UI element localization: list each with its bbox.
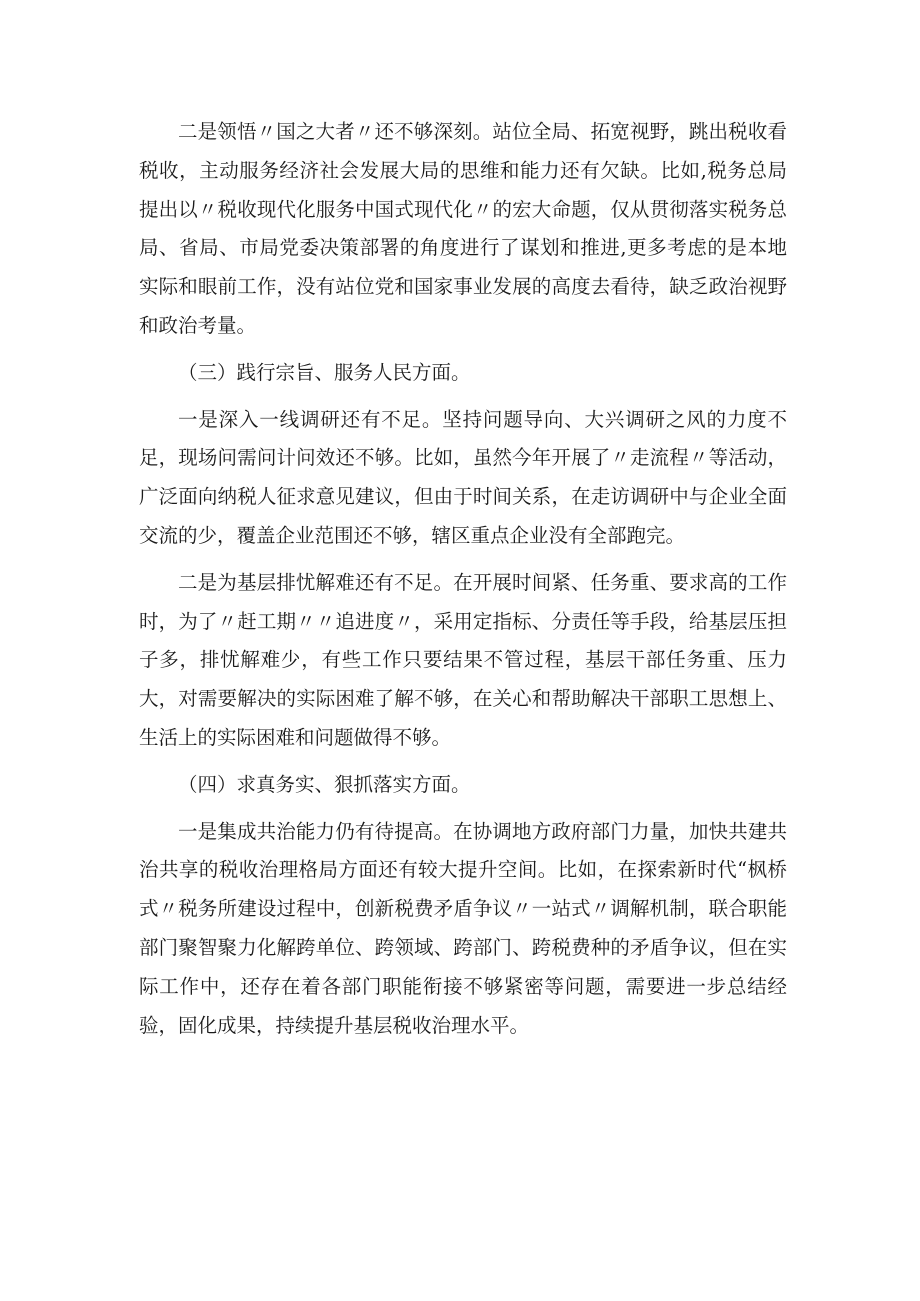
section-heading-4: （四）求真务实、狠抓落实方面。 — [178, 772, 471, 796]
paragraph-governance: 一是集成共治能力仍有待提高。在协调地方政府部门力量，加快共建共治共享的税收治理格局方面还有较大提升空间。比如，在探索新时代“枫桥式〃税务所建设过程中，创新税费矛盾争议〃一站式〃调解机制，联合职能部门聚智聚力化解跨单位、跨领域、跨部门、跨税费种的矛盾争议，但在实际工作中，还存在着各部门职能衔接不够紧密等问题，需要进一步总结经验，固化成果，持续提升基层税收治理水平。 — [139, 819, 787, 1037]
paragraph-understanding: 二是领悟〃国之大者〃还不够深刻。站位全局、拓宽视野，跳出税收看税收，主动服务经济社会发展大局的思维和能力还有欠缺。比如,税务总局提出以〃税收现代化服务中国式现代化〃的宏大命题，仅从贯彻落实税务总局、省局、市局党委决策部署的角度进行了谋划和推进,更多考虑的是本地实际和眼前工作，没有站位党和国家事业发展的高度去看待，缺乏政治视野和政治考量。 — [139, 120, 787, 337]
document-body — [139, 113, 787, 1053]
paragraph-research: 一是深入一线调研还有不足。坚持问题导向、大兴调研之风的力度不足，现场问需问计问效还不够。比如，虽然今年开展了〃走流程〃等活动，广泛面向纳税人征求意见建议，但由于时间关系，在走访调研中与企业全面交流的少，覆盖企业范围还不够，辖区重点企业没有全部跑完。 — [139, 407, 787, 547]
paragraph-grassroots: 二是为基层排忧解难还有不足。在开展时间紧、任务重、要求高的工作时，为了〃赶工期〃〃追进度〃，采用定指标、分责任等手段，给基层压担子多，排忧解难少，有些工作只要结果不管过程，基层干部任务重、压力大，对需要解决的实际困难了解不够，在关心和帮助解决干部职工思想上、生活上的实际困难和问题做得不够。 — [139, 570, 787, 749]
section-heading-3: （三）践行宗旨、服务人民方面。 — [178, 360, 471, 384]
